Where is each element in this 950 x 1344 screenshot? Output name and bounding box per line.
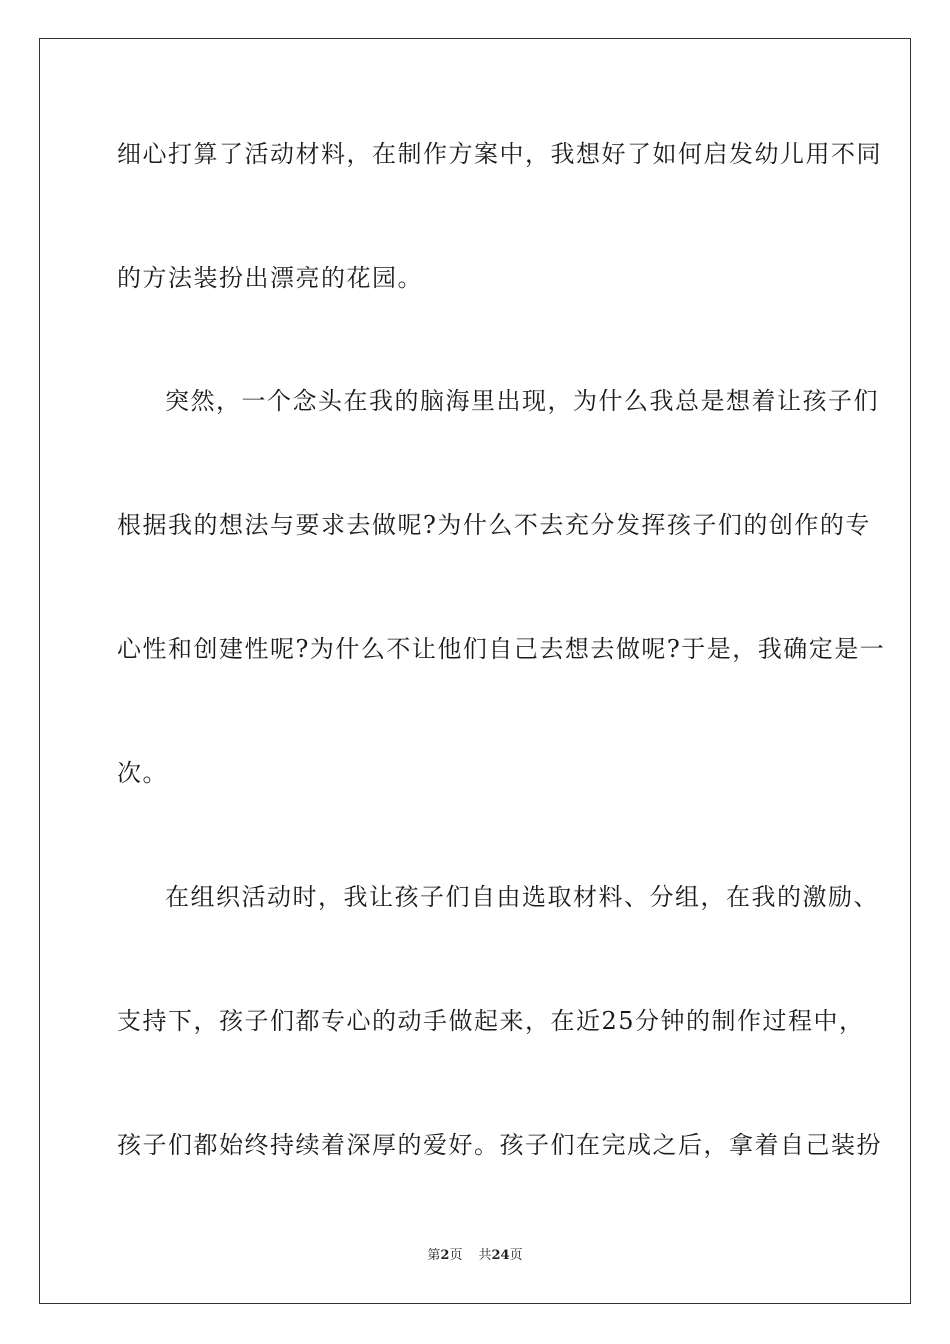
text-line-4: 根据我的想法与要求去做呢?为什么不去充分发挥孩子们的创作的专 <box>117 511 871 539</box>
text-line-9: 孩子们都始终持续着深厚的爱好。孩子们在完成之后，拿着自己装扮 <box>117 1131 882 1159</box>
text-line-7: 在组织活动时，我让孩子们自由选取材料、分组，在我的激励、 <box>165 883 879 911</box>
text-line-1: 细心打算了活动材料，在制作方案中，我想好了如何启发幼儿用不同 <box>117 140 882 168</box>
page-border <box>39 38 911 1304</box>
page-suffix: 页 <box>449 1248 463 1263</box>
page-number: 2 <box>440 1248 450 1263</box>
total-pages: 24 <box>491 1248 510 1263</box>
text-line-5: 心性和创建性呢?为什么不让他们自己去想去做呢?于是，我确定是一 <box>117 635 886 663</box>
text-line-3: 突然，一个念头在我的脑海里出现，为什么我总是想着让孩子们 <box>165 387 879 415</box>
text-line-6: 次。 <box>117 759 168 787</box>
text-line-8: 支持下，孩子们都专心的动手做起来，在近25分钟的制作过程中， <box>117 1007 865 1035</box>
total-suffix: 页 <box>509 1248 523 1263</box>
text-line-2: 的方法装扮出漂亮的花园。 <box>117 264 423 292</box>
page-footer <box>0 1246 950 1266</box>
page-prefix: 第 <box>427 1248 441 1263</box>
total-prefix: 共 <box>478 1248 492 1263</box>
